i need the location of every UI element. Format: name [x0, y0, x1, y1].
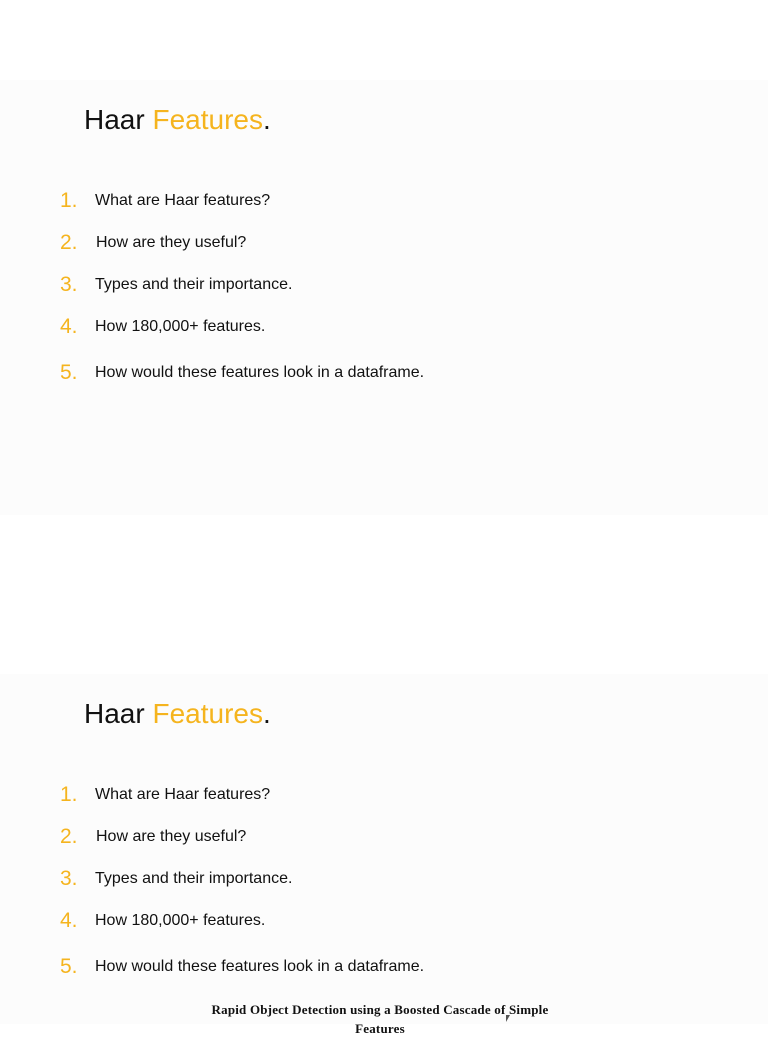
slide-title — [84, 696, 271, 732]
list-item-number: 2. — [60, 231, 78, 254]
paper-title-line-2: Features — [355, 1021, 405, 1036]
slide-title-end: . — [262, 698, 271, 729]
list-item-number: 3. — [60, 867, 78, 890]
list-item-text: How 180,000+ features. — [95, 318, 266, 335]
slide-title-main: Haar — [84, 104, 153, 135]
list-item-text: How are they useful? — [96, 234, 247, 251]
list-item-text: How 180,000+ features. — [95, 912, 266, 929]
slide-title-main: Haar — [84, 698, 153, 729]
list-item-number: 4. — [60, 315, 78, 338]
list-item-text: Types and their importance. — [95, 276, 293, 293]
list-item-text: How would these features look in a dataframe. — [95, 958, 425, 975]
slide-2 — [0, 674, 768, 1024]
list-item-text: How would these features look in a dataframe. — [95, 364, 425, 381]
list-item-number: 5. — [60, 955, 78, 978]
slide-title-accent: Features — [152, 698, 263, 729]
list-item-number: 1. — [60, 189, 78, 212]
mouse-pointer-icon — [506, 1015, 514, 1022]
list-item-text: Types and their importance. — [95, 870, 293, 887]
list-item-text: What are Haar features? — [95, 786, 271, 803]
list-item-number: 5. — [60, 361, 78, 384]
slide-title-accent: Features — [152, 104, 263, 135]
list-item-number: 4. — [60, 909, 78, 932]
slide-title-end: . — [262, 104, 271, 135]
list-item-number: 1. — [60, 783, 78, 806]
list-item-text: How are they useful? — [96, 828, 247, 845]
list-item-number: 3. — [60, 273, 78, 296]
slide-1 — [0, 80, 768, 515]
list-item-text: What are Haar features? — [95, 192, 271, 209]
paper-title — [0, 1000, 760, 1038]
list-item-number: 2. — [60, 825, 78, 848]
paper-title-line-1: Rapid Object Detection using a Boosted Cascade of Simple — [211, 1002, 549, 1017]
slide-title — [84, 102, 271, 138]
